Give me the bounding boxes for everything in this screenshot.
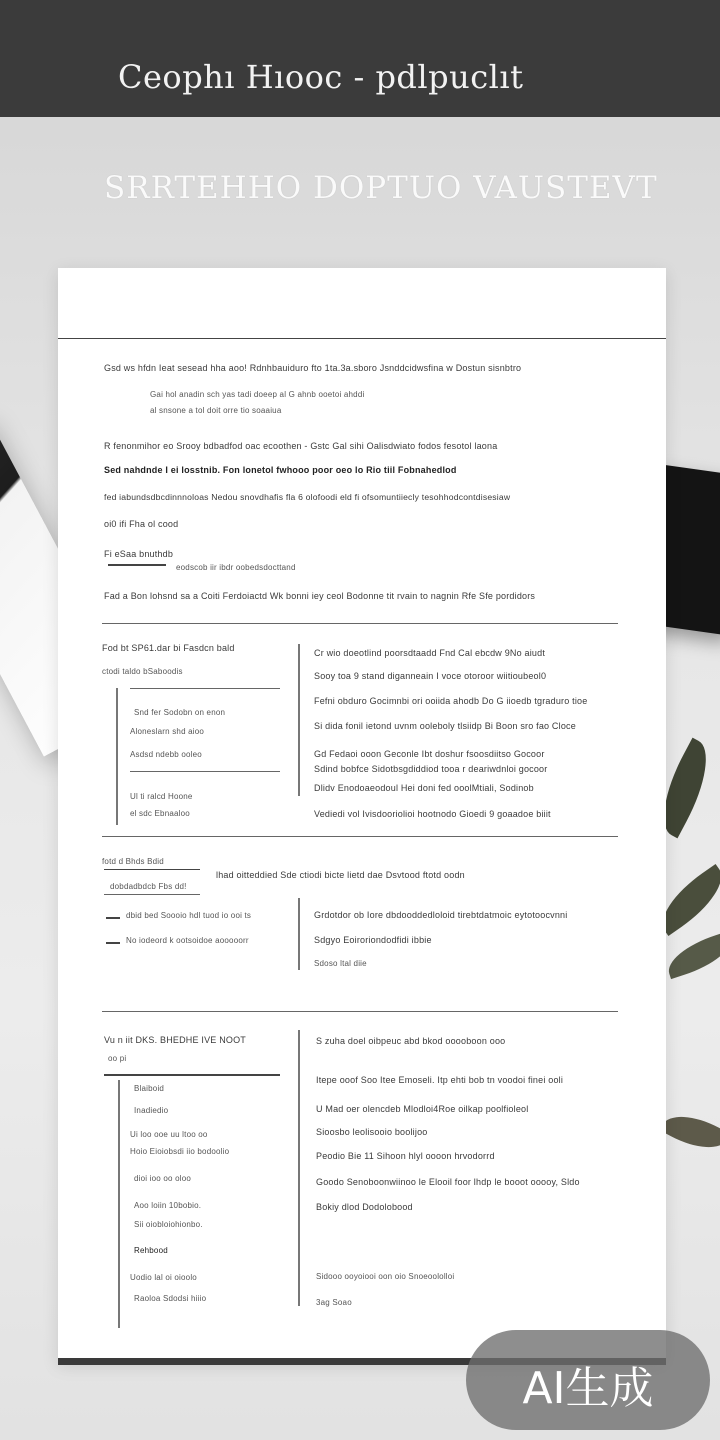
section3-heading: Vu n iit DKS. BHEDHE IVE NOOT (104, 1035, 246, 1045)
section1-right-line: Sooy toa 9 stand diganneain I voce otoroor wiitioubeol0 (314, 671, 547, 681)
section3-left-item: Hoio Eioiobsdi iio bodoolio (130, 1147, 230, 1156)
section1-heading: Fod bt SP61.dar bi Fasdcn bald (102, 643, 235, 653)
section1-left-item: Snd fer Sodobn on enon (134, 708, 226, 717)
section1-left-item: Ul ti ralcd Hoone (130, 792, 193, 801)
section3-right-line: U Mad oer olencdeb Mlodloi4Roe oilkap poolfioleol (316, 1104, 529, 1114)
section3-right-line: Goodo Senoboonwiinoo le Elooil foor lhdp le booot ooooy, Sldo (316, 1177, 580, 1187)
section3-right-line: Sidooo ooyoiooi oon oio Snoeoololloi (316, 1272, 455, 1281)
section-divider (102, 836, 618, 837)
section2-subheading: dobdadbdcb Fbs dd! (110, 882, 187, 891)
contact-value: eodscob iir ibdr oobedsdocttand (176, 563, 296, 572)
section3-right-line: Bokiy dlod Dodolobood (316, 1202, 413, 1212)
summary-line: oi0 ifi Fha ol cood (104, 519, 179, 529)
section3-left-item: Inadiedio (134, 1106, 169, 1115)
section1-right-line: Vediedi vol Ivisdooriolioi hootnodo Gioedi 9 goaadoe biiit (314, 809, 551, 819)
section-divider (102, 1011, 618, 1012)
page-headline: SRRTEHHO DOPTUO VAUSTEVT (104, 170, 658, 206)
summary-line: Sed nahdnde I ei losstnib. Fon lonetol fwhooo poor oeo lo Rio tiil Fobnahedlod (104, 465, 457, 475)
section2-right-line: Sdgyo Eoiroriondodfidi ibbie (314, 935, 432, 945)
section1-subheading: ctodi taldo bSaboodis (102, 667, 183, 676)
contact-label: Fi eSaa bnuthdb (104, 549, 174, 559)
section3-right-line: Sioosbo leolisooio boolijoo (316, 1127, 428, 1137)
summary-line: fed iabundsdbcdinnnoloas Nedou snovdhafis fla 6 olofoodi eld fi ofsomuntiiecly tesohhodcontdisesiaw (104, 492, 511, 502)
section1-left-item: Aloneslarn shd aioo (130, 727, 205, 736)
section3-right-line: S zuha doel oibpeuc abd bkod ooooboon ooo (316, 1036, 506, 1046)
section3-left-item: Blaiboid (134, 1084, 165, 1093)
top-banner (0, 0, 720, 117)
section3-left-item: Uodio lal oi oioolo (130, 1273, 197, 1282)
section3-subheading: oo pi (108, 1054, 127, 1063)
section3-right-line: 3ag Soao (316, 1298, 352, 1307)
section1-right-line: Gd Fedaoi ooon Geconle Ibt doshur fsoosdiitso Gocoor (314, 749, 545, 759)
section1-left-bar (116, 688, 118, 825)
section3-right-line: Peodio Bie 11 Sihoon hlyl oooon hrvodorrd (316, 1151, 495, 1161)
section3-left-item: Sii oiobloiohionbo. (134, 1220, 203, 1229)
list-bullet-dash (106, 917, 120, 919)
section-divider (102, 623, 618, 624)
section2-sub-rule (104, 894, 200, 895)
ai-badge-label: AI生成 (522, 1363, 654, 1414)
section1-left-rule (130, 688, 280, 689)
list-bullet-dash (106, 942, 120, 944)
resume-document (58, 268, 666, 1362)
contact-underline (108, 564, 166, 566)
section2-left-item: dbid bed Soooio hdl tuod io ooi ts (126, 911, 252, 920)
section2-left-item: No iodeord k ootsoidoe aooooorr (126, 936, 249, 945)
ai-generated-badge (466, 1330, 710, 1430)
section3-left-item: Ui loo ooe uu ltoo oo (130, 1130, 208, 1139)
leaf-decoration (662, 931, 720, 979)
leaf-decoration (660, 1104, 720, 1161)
section1-right-line: Sdind bobfce Sidotbsgdiddiod tooa r deariwdnloi gocoor (314, 764, 548, 774)
intro-line: al snsone a tol doit orre tio soaaiua (150, 406, 282, 415)
section2-right-line: Grdotdor ob Iore dbdooddedloloid tirebtdatmoic eytotoocvnni (314, 910, 568, 920)
section3-column-divider (298, 1030, 300, 1306)
banner-title: Ceophı Hıooc - pdlpuclıt (118, 58, 524, 96)
section1-left-item: el sdc Ebnaaloo (130, 809, 190, 818)
section1-column-divider (298, 644, 300, 796)
section3-left-item: Aoo loiin 10bobio. (134, 1201, 202, 1210)
section3-right-line: Itepe ooof Soo Itee Emoseli. Itp ehti bob tn voodoi finei ooli (316, 1075, 564, 1085)
header-divider (58, 338, 666, 339)
section1-right-line: Si dida fonil ietond uvnm ooleboly tlsiidp Bi Boon sro fao Cloce (314, 721, 576, 731)
section3-left-item: Raoloa Sdodsi hiiio (134, 1294, 207, 1303)
section2-column-divider (298, 898, 300, 970)
section2-intro: lhad oitteddied Sde ctiodi bicte lietd dae Dsvtood ftotd oodn (216, 870, 465, 880)
section2-heading-rule (104, 869, 200, 870)
section2-heading: fotd d Bhds Bdid (102, 857, 164, 866)
section1-right-line: Dlidv Enodoaeodoul Hei doni fed ooolMtiali, Sodinob (314, 783, 534, 793)
section1-left-item: Asdsd ndebb ooleo (130, 750, 202, 759)
intro-line: Gsd ws hfdn Ieat sesead hha aoo! Rdnhbauiduro fto 1ta.3a.sboro Jsnddcidwsfina w Dostun sisnbtro (104, 363, 522, 373)
intro-line: Gai hol anadin sch yas tadi doeep al G ahnb ooetoi ahddi (150, 390, 365, 399)
objective-line: Fad a Bon lohsnd sa a Coiti Ferdoiactd Wk bonni iey ceol Bodonne tit rvain to nagnin Rfe Sfe pordidors (104, 591, 536, 601)
section1-left-rule (130, 771, 280, 772)
section1-right-line: Fefni obduro Gocimnbi ori ooiida ahodb Do G iioedb tgraduro tioe (314, 696, 588, 706)
section3-heading-rule (104, 1074, 280, 1076)
summary-line: R fenonmihor eo Srooy bdbadfod oac ecoothen - Gstc Gal sihi Oalisdwiato fodos fesotol laona (104, 441, 498, 451)
section3-left-item: dioi ioo oo oloo (134, 1174, 192, 1183)
section1-right-line: Cr wio doeotlind poorsdtaadd Fnd Cal ebcdw 9No aiudt (314, 648, 546, 658)
section3-left-bar (118, 1080, 120, 1328)
section2-right-line: Sdoso ltal diie (314, 959, 367, 968)
section3-left-item: Rehbood (134, 1246, 168, 1255)
